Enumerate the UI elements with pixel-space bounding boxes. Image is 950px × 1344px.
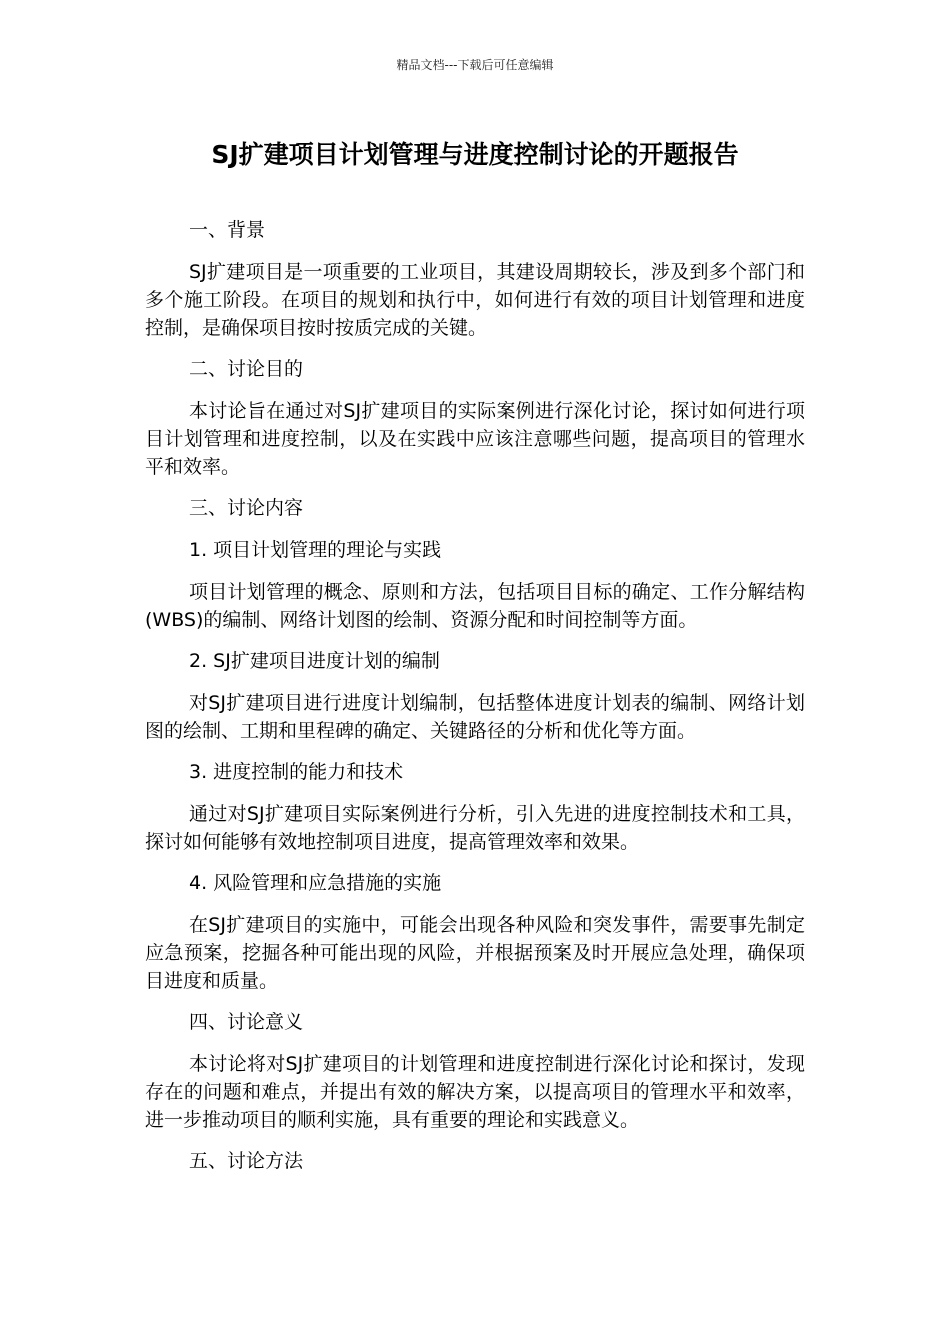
document-title: SJ扩建项目计划管理与进度控制讨论的开题报告 <box>211 140 739 169</box>
section-heading-significance: 四、讨论意义 <box>189 1011 304 1033</box>
paragraph-purpose: 本讨论旨在通过对SJ扩建项目的实际案例进行深化讨论，探讨如何进行项目计划管理和进度控制，以及在实践中应该注意哪些问题，提高项目的管理水平和效率。 <box>145 400 805 478</box>
paragraph-risk-management: 在SJ扩建项目的实施中，可能会出现各种风险和突发事件，需要事先制定应急预案，挖掘各种可能出现的风险，并根据预案及时开展应急处理，确保项目进度和质量。 <box>145 914 805 992</box>
paragraph-progress-control: 通过对SJ扩建项目实际案例进行分析，引入先进的进度控制技术和工具，探讨如何能够有效地控制项目进度，提高管理效率和效果。 <box>145 803 805 853</box>
subheading-risk-management: 4. 风险管理和应急措施的实施 <box>189 872 442 894</box>
page-header: 精品文档---下载后可任意编辑 <box>396 58 554 72</box>
section-heading-content: 三、讨论内容 <box>189 497 304 519</box>
section-heading-background: 一、背景 <box>189 219 266 241</box>
subheading-schedule-planning: 2. SJ扩建项目进度计划的编制 <box>189 650 440 672</box>
section-heading-purpose: 二、讨论目的 <box>189 358 304 380</box>
section-heading-method: 五、讨论方法 <box>189 1150 304 1172</box>
subheading-plan-management: 1. 项目计划管理的理论与实践 <box>189 539 442 561</box>
subheading-progress-control: 3. 进度控制的能力和技术 <box>189 761 404 783</box>
paragraph-background: SJ扩建项目是一项重要的工业项目，其建设周期较长，涉及到多个部门和多个施工阶段。在项目的规划和执行中，如何进行有效的项目计划管理和进度控制，是确保项目按时按质完成的关键。 <box>145 261 805 339</box>
paragraph-significance: 本讨论将对SJ扩建项目的计划管理和进度控制进行深化讨论和探讨，发现存在的问题和难点，并提出有效的解决方案，以提高项目的管理水平和效率，进一步推动项目的顺利实施，具有重要的理论和实践意义。 <box>145 1053 805 1131</box>
document-body <box>145 216 805 1189</box>
paragraph-plan-management: 项目计划管理的概念、原则和方法，包括项目目标的确定、工作分解结构(WBS)的编制、网络计划图的绘制、资源分配和时间控制等方面。 <box>145 581 805 631</box>
paragraph-schedule-planning: 对SJ扩建项目进行进度计划编制，包括整体进度计划表的编制、网络计划图的绘制、工期和里程碑的确定、关键路径的分析和优化等方面。 <box>145 692 805 742</box>
